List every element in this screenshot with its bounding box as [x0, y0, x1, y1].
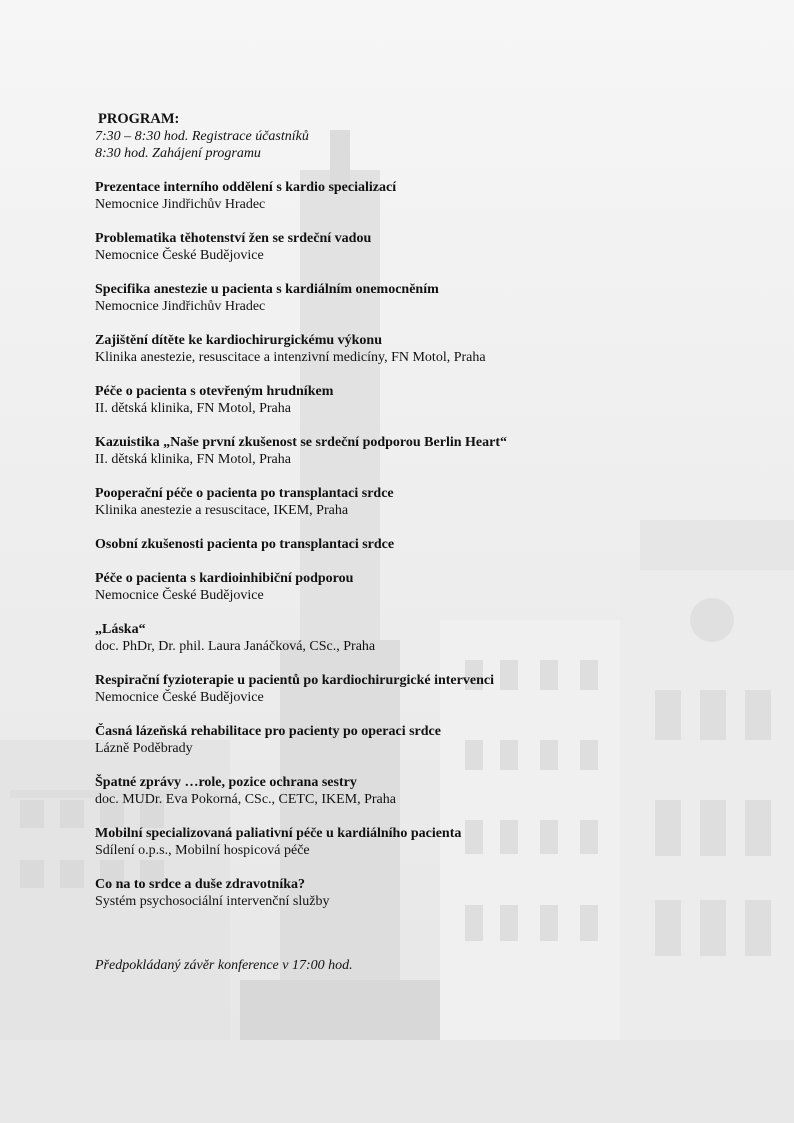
item-subtitle: Sdílení o.p.s., Mobilní hospicová péče: [95, 843, 310, 858]
item-title: Co na to srdce a duše zdravotníka?: [95, 877, 306, 892]
item-title: Špatné zprávy …role, pozice ochrana sestry: [95, 775, 357, 790]
item-subtitle: Lázně Poděbrady: [95, 741, 193, 756]
item-subtitle: doc. PhDr, Dr. phil. Laura Janáčková, CSc., Praha: [95, 639, 376, 654]
item-title: Problematika těhotenství žen se srdeční vadou: [95, 231, 372, 246]
item-title: Péče o pacienta s otevřeným hrudníkem: [95, 384, 334, 399]
item-title: Prezentace interního oddělení s kardio specializací: [95, 180, 397, 195]
program-item: [95, 230, 735, 264]
item-subtitle: Nemocnice České Budějovice: [95, 588, 264, 603]
program-item: [95, 723, 735, 757]
item-subtitle: Nemocnice Jindřichův Hradec: [95, 197, 266, 212]
item-title: Kazuistika „Naše první zkušenost se srdeční podporou Berlin Heart“: [95, 435, 507, 450]
program-item: [95, 672, 735, 706]
program-section: [95, 111, 735, 910]
item-subtitle: Klinika anestezie, resuscitace a intenzivní medicíny, FN Motol, Praha: [95, 350, 486, 365]
item-title: Osobní zkušenosti pacienta po transplantaci srdce: [95, 537, 395, 552]
item-subtitle: II. dětská klinika, FN Motol, Praha: [95, 452, 291, 467]
item-title: „Láska“: [95, 622, 146, 637]
item-title: Péče o pacienta s kardioinhibiční podporou: [95, 571, 354, 586]
item-title: Respirační fyzioterapie u pacientů po kardiochirurgické intervenci: [95, 673, 494, 688]
program-item: [95, 332, 735, 366]
program-item: [95, 825, 735, 859]
program-item: [95, 876, 735, 910]
item-title: Časná lázeňská rehabilitace pro pacienty po operaci srdce: [95, 724, 441, 739]
program-item: [95, 179, 735, 213]
program-heading: PROGRAM:: [98, 111, 180, 127]
program-item: [95, 774, 735, 808]
item-subtitle: doc. MUDr. Eva Pokorná, CSc., CETC, IKEM, Praha: [95, 792, 396, 807]
program-item: [95, 383, 735, 417]
program-item: [95, 434, 735, 468]
program-item: [95, 621, 735, 655]
item-subtitle: Nemocnice České Budějovice: [95, 690, 264, 705]
item-subtitle: Klinika anestezie a resuscitace, IKEM, Praha: [95, 503, 349, 518]
item-subtitle: Nemocnice Jindřichův Hradec: [95, 299, 266, 314]
program-item: [95, 536, 735, 553]
item-subtitle: Systém psychosociální intervenční služby: [95, 894, 330, 909]
program-item: [95, 570, 735, 604]
item-subtitle: Nemocnice České Budějovice: [95, 248, 264, 263]
item-title: Zajištění dítěte ke kardiochirurgickému výkonu: [95, 333, 383, 348]
program-item: [95, 485, 735, 519]
item-title: Pooperační péče o pacienta po transplantaci srdce: [95, 486, 394, 501]
item-title: Mobilní specializovaná paliativní péče u kardiálního pacienta: [95, 826, 462, 841]
program-item: [95, 281, 735, 315]
item-subtitle: II. dětská klinika, FN Motol, Praha: [95, 401, 291, 416]
item-title: Specifika anestezie u pacienta s kardiálním onemocněním: [95, 282, 439, 297]
closing-note: Předpokládaný závěr konference v 17:00 hod.: [95, 958, 353, 973]
time-start: 8:30 hod. Zahájení programu: [95, 146, 261, 161]
time-registration: 7:30 – 8:30 hod. Registrace účastníků: [95, 129, 309, 144]
